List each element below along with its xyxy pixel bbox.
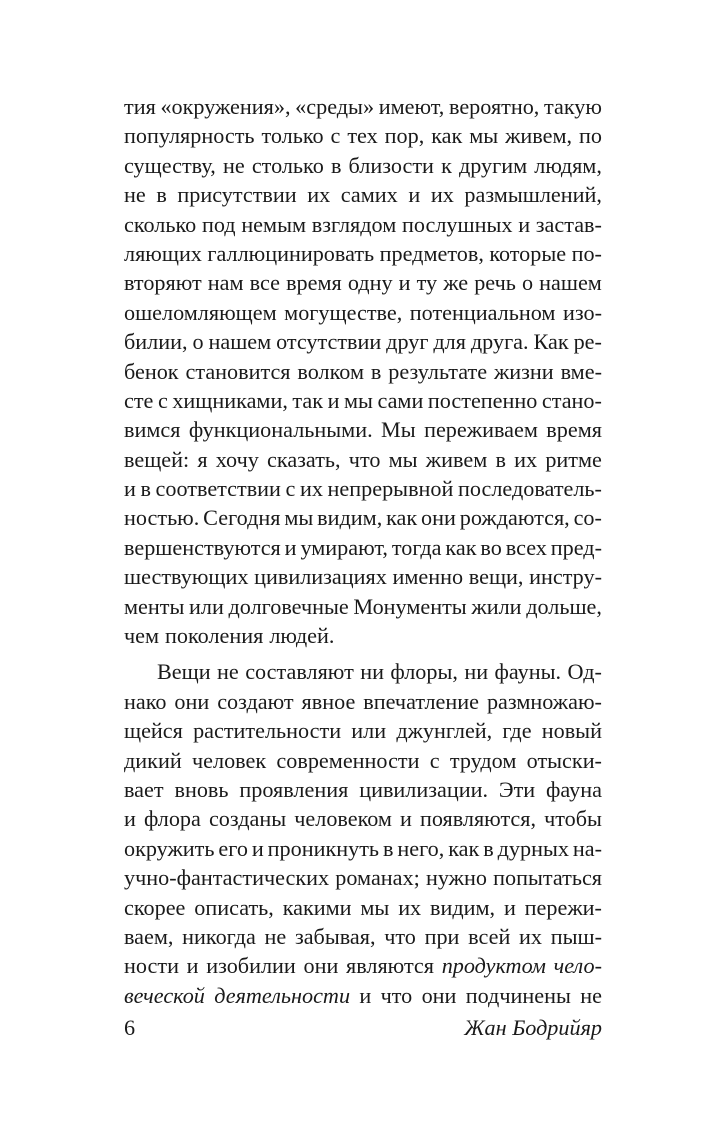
word: с [285,476,296,502]
word: и [186,953,199,979]
word: или [189,593,224,619]
word: и [518,211,531,237]
word: они [303,953,339,979]
word: результате [388,358,488,384]
word: их [307,182,331,208]
text-line [124,981,602,1010]
text-line [124,445,602,474]
text-line [124,210,602,239]
word: и [251,835,264,861]
word: на- [572,835,602,861]
word: ошеломляющем [124,299,277,325]
word: именно [392,564,464,590]
word: хищниками, [172,387,288,413]
word: жизни [493,358,554,384]
word: ностью. [124,505,200,531]
word: могуществе, [284,299,403,325]
text-line [124,327,602,356]
word: ту [416,270,438,296]
word: как [445,534,477,560]
word: хочу [215,446,259,472]
word: дурных [497,835,569,861]
word: и [124,476,136,502]
word: ности [124,953,179,979]
word: человеком [294,806,392,832]
word: галлюцинировать [207,240,375,266]
word: послушных [401,211,513,237]
word: к [441,152,452,178]
text-line [124,415,602,444]
word: всей [468,923,511,949]
word: взглядом [311,211,397,237]
word: одну [347,270,393,296]
word: существу, [124,152,216,178]
word: и [503,894,516,920]
word: продуктом [441,953,546,979]
word: только [261,123,324,149]
word: шествующих [124,564,249,590]
word: в [382,835,394,861]
word: скорее [124,894,186,920]
word: имеют, [378,94,445,119]
word: функциональными. [188,417,373,443]
word: попытаться [493,865,602,891]
word: отыски- [526,747,602,773]
text-line [124,716,602,745]
word: мы [360,894,390,920]
word: речь [474,270,516,296]
word: Вещи [157,659,211,685]
word: вторяют [124,270,202,296]
word: мы [469,123,499,149]
text-line [124,239,602,268]
word: впечатление [363,688,480,714]
word: непрерывной [327,476,454,502]
word: дольше, [526,593,602,619]
body-text [124,92,602,1010]
text-line [124,386,602,415]
word: друга. [470,329,529,355]
text-line [124,621,602,650]
word: ритме [545,446,602,472]
word: становится [185,358,291,384]
word: вещей: [124,446,190,472]
word: нам [207,270,244,296]
word: их [430,182,454,208]
word: долговечные [228,593,349,619]
text-line [124,562,602,591]
word: не [580,982,602,1008]
word: стано- [541,387,602,413]
word: деятельности [214,982,351,1008]
word: создают [217,688,294,714]
word: человек [191,747,267,773]
word: видим, [430,894,496,920]
page-number: 6 [124,1015,136,1040]
word: поколения [165,623,264,649]
word: цивилизациях [254,564,387,590]
word: рождаются, [459,505,570,531]
text-line [124,834,602,863]
word: присутствии [177,182,297,208]
word: друг [386,329,429,355]
word: по- [571,240,602,266]
running-title: Жан Бодрийяр [464,1015,602,1040]
word: со- [573,505,602,531]
word: вероятно, [448,94,540,119]
word: где [502,718,532,744]
word: вновь [174,776,229,802]
word: ляющих [124,240,202,266]
word: и [284,534,297,560]
word: и [400,806,412,832]
word: пред- [550,534,602,560]
word: составляют [245,659,354,685]
word: него, [397,835,445,861]
word: ни [464,659,489,685]
word: и [398,270,411,296]
text-line [124,357,602,386]
text-line [124,592,602,621]
word: какими [282,894,352,920]
word: и [408,182,421,208]
word: в [330,152,342,178]
word: нако [124,688,167,714]
word: потенциальном [409,299,556,325]
word: и [359,982,372,1008]
word: по [579,123,602,149]
word: они [421,505,456,531]
word: их [514,446,538,472]
text-line [124,92,602,121]
word: Од- [567,659,602,685]
word: или [351,718,387,744]
text-line [124,657,602,686]
word: с [157,387,168,413]
word: их [519,923,542,949]
word: учно-фантастических [124,865,330,891]
word: чтобы [544,806,602,832]
text-line [124,687,602,716]
word: вещи, [468,564,524,590]
text-line [124,503,602,532]
text-line [124,180,602,209]
word: нужно [425,865,487,891]
word: дикий [124,747,182,773]
word: и [124,806,136,832]
word: с [429,747,440,773]
word: джунглей, [396,718,493,744]
word: явное [301,688,356,714]
text-line [124,804,602,833]
paragraph-gap [124,650,602,657]
word: соответствии [155,476,281,502]
word: не [217,659,239,685]
text-line [124,922,602,951]
word: ре- [573,329,602,355]
word: растительности [193,718,342,744]
word: что [348,446,381,472]
word: они [421,982,457,1008]
word: время [286,270,342,296]
word: переживаем [424,417,538,443]
word: мы [343,387,373,413]
word: его [218,835,248,861]
word: что [380,982,413,1008]
word: флоры, [390,659,458,685]
word: размышлений, [464,182,602,208]
word: являются [346,953,434,979]
word: веческой [124,982,205,1008]
paragraph [124,92,602,650]
word: самих [340,182,398,208]
word: современности [276,747,420,773]
word: о [192,329,204,355]
word: в [140,476,151,502]
word: «окружения», [160,94,291,119]
word: они [174,688,210,714]
word: окружить [124,835,215,861]
word: чело- [553,953,602,979]
word: менты [124,593,185,619]
word: появляются, [419,806,537,832]
word: для [433,329,466,355]
word: «среды» [295,94,375,119]
word: Мы [381,417,416,443]
text-line [124,151,602,180]
word: же [443,270,469,296]
word: в [156,182,167,208]
word: их [398,894,422,920]
word: тогда [391,534,442,560]
word: изо- [562,299,602,325]
word: немым [241,211,307,237]
word: фауна [546,776,602,802]
word: пережи- [524,894,602,920]
word: умирают, [300,534,388,560]
word: фауны. [494,659,562,685]
text-line [124,951,602,980]
word: жили [471,593,522,619]
word: сте [124,387,154,413]
word: живем [425,446,488,472]
word: в [495,446,506,472]
word: инстру- [529,564,602,590]
word: трудом [449,747,517,773]
word: в [370,358,382,384]
word: под [201,211,236,237]
word: романах; [335,865,420,891]
word: я [197,446,208,472]
word: вершенствуются [124,534,281,560]
word: как [386,505,418,531]
word: отсутствии [276,329,382,355]
word: пор, [384,123,425,149]
word: билии, [124,329,188,355]
word: чем [124,623,160,649]
text-line [124,298,602,327]
word: последователь- [457,476,602,502]
word: о [521,270,534,296]
word: которые [489,240,567,266]
word: другим [458,152,528,178]
word: вимся [124,417,181,443]
word: живем, [505,123,573,149]
word: вме- [560,358,602,384]
word: волком [297,358,364,384]
word: Как [533,329,569,355]
word: бенок [124,358,179,384]
word: проявления [239,776,349,802]
text-line [124,121,602,150]
word: мы [388,446,418,472]
paragraph [124,657,602,1010]
word: щейся [124,718,183,744]
word: размножаю- [486,688,602,714]
word: тия [124,94,156,119]
word: людей. [269,623,335,649]
word: людям, [534,152,602,178]
word: такую [544,94,602,119]
word: забывая, [294,923,376,949]
text-line [124,474,602,503]
word: видим, [317,505,383,531]
word: ваем, [124,923,174,949]
word: нашем [208,329,272,355]
word: при [424,923,460,949]
word: Сегодня [203,505,281,531]
word: во [480,534,502,560]
word: застав- [535,211,602,237]
text-line [124,533,602,562]
word: сколько [124,211,197,237]
word: вает [124,776,164,802]
text-line [124,893,602,922]
text-line [124,775,602,804]
word: предметов, [379,240,484,266]
word: Эти [498,776,536,802]
word: Монументы [353,593,467,619]
word: изобилии [206,953,296,979]
word: не [264,923,287,949]
word: подчинены [465,982,571,1008]
word: описать, [194,894,274,920]
word: с [330,123,341,149]
word: ни [360,659,384,685]
word: их [299,476,323,502]
word: пыш- [550,923,602,949]
word: популярность [124,123,255,149]
word: нашем [539,270,602,296]
word: что [384,923,416,949]
word: никогда [182,923,256,949]
word: время [546,417,602,443]
word: цивилизации. [359,776,489,802]
page-footer [124,1011,602,1045]
word: близости [348,152,434,178]
word: все [249,270,280,296]
word: не [124,182,146,208]
text-line [124,268,602,297]
text-line [124,746,602,775]
word: столько [251,152,324,178]
word: всех [505,534,547,560]
word: проникнуть [267,835,380,861]
word: как [431,123,463,149]
text-line [124,863,602,892]
word: в [483,835,494,861]
word: тех [347,123,378,149]
word: мы [284,505,314,531]
word: созданы [208,806,287,832]
word: не [222,152,245,178]
word: как [448,835,480,861]
word: так [292,387,324,413]
word: новый [541,718,602,744]
word: сказать, [267,446,341,472]
word: сами [377,387,424,413]
word: флора [143,806,201,832]
word: и [327,387,340,413]
word: постепенно [427,387,538,413]
